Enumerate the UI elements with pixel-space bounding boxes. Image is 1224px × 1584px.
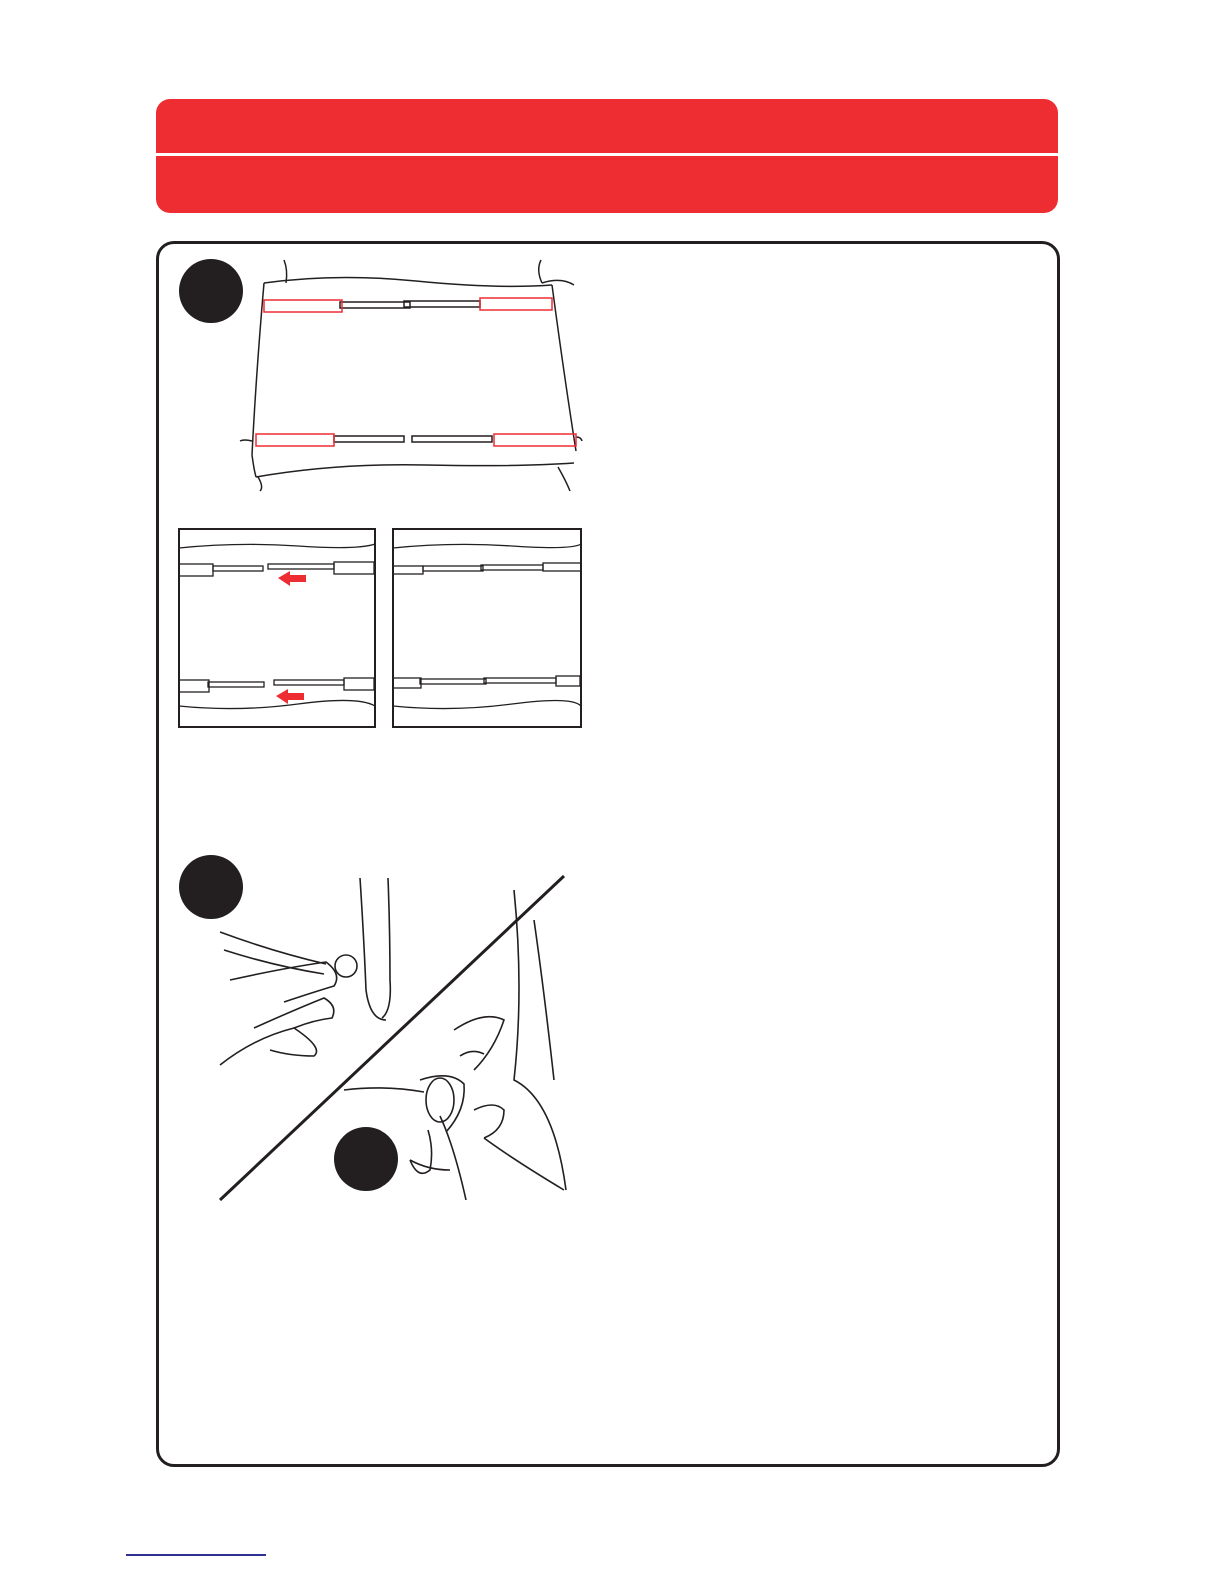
hands-fastening-snap-illustration: [214, 870, 574, 1205]
footer-link-underline[interactable]: [126, 1554, 266, 1556]
title-banner-top: [156, 99, 1058, 153]
step-1-circle: [179, 259, 243, 323]
left-arrow-icon: [276, 689, 304, 704]
fabric-with-straps-illustration: [236, 255, 586, 495]
left-arrow-icon: [278, 571, 306, 586]
slide-strap-before-illustration: [178, 528, 376, 728]
slide-strap-after-illustration: [392, 528, 582, 728]
title-banner: [156, 99, 1058, 213]
title-banner-bottom: [156, 156, 1058, 213]
